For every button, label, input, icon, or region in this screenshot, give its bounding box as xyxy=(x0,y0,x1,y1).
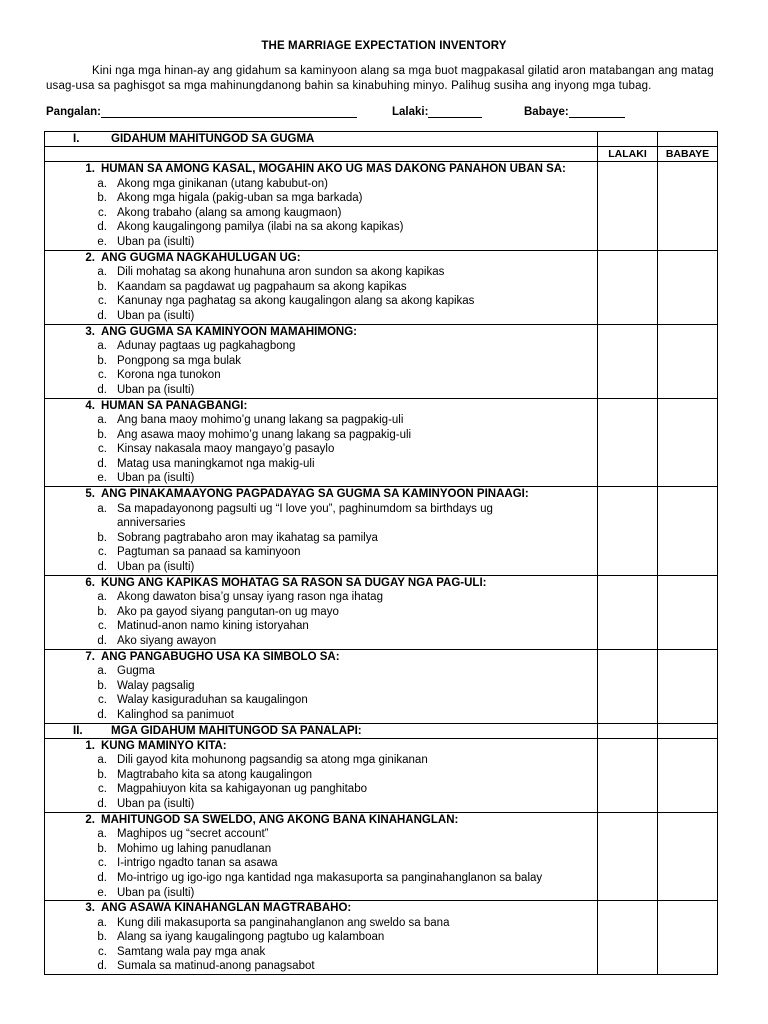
pangalan-label: Pangalan: xyxy=(46,106,101,118)
option-item xyxy=(45,368,597,383)
intro-paragraph: Kini nga mga hinan-ay ang gidahum sa kaminyoon alang sa mga buot magpakasal gilatid aron matabangan ang matag usag-usa sa paghisgot sa mga mahinungdanong bahin sa kinabuhing minyo. Palihug susiha ang inyong mga tubag. xyxy=(46,65,714,92)
option-item xyxy=(45,560,597,575)
lalaki-answer-cell[interactable] xyxy=(598,398,658,487)
option-letter-spacer xyxy=(45,516,107,531)
option-text: Sumala sa matinud-anong panagsabot xyxy=(117,960,315,973)
header-blank-cell xyxy=(598,723,658,738)
option-item xyxy=(45,664,597,679)
option-text: Walay kasiguraduhan sa kaugalingon xyxy=(117,694,308,707)
babaye-answer-cell[interactable] xyxy=(658,575,718,649)
document-title: THE MARRIAGE EXPECTATION INVENTORY xyxy=(261,40,507,52)
option-text: Ako pa gayod siyang pangutan-on ug mayo xyxy=(117,605,339,618)
question-text: ANG ASAWA KINAHANGLAN MAGTRABAHO: xyxy=(101,902,352,915)
option-item xyxy=(45,871,597,886)
question-number: 3. xyxy=(85,325,95,338)
babaye-answer-cell[interactable] xyxy=(658,250,718,324)
section-roman: I. xyxy=(73,133,80,145)
lalaki-answer-cell[interactable] xyxy=(598,812,658,901)
question-row xyxy=(45,162,718,251)
option-item xyxy=(45,590,597,605)
question-cell xyxy=(45,901,598,975)
question-cell xyxy=(45,812,598,901)
option-text: Akong mga ginikanan (utang kabubut-on) xyxy=(117,177,328,190)
option-text: Walay pagsalig xyxy=(117,679,195,692)
option-item xyxy=(45,545,597,560)
option-text: Mohimo ug lahing panudlanan xyxy=(117,842,272,855)
option-item xyxy=(45,531,597,546)
option-letter: a. xyxy=(97,828,107,841)
question-cell xyxy=(45,162,598,251)
lalaki-answer-cell[interactable] xyxy=(598,901,658,975)
option-text: I-intrigo ngadto tanan sa asawa xyxy=(117,857,278,870)
option-text: Dili mohatag sa akong hunahuna aron sundon sa akong kapikas xyxy=(117,266,445,279)
option-letter: e. xyxy=(97,472,107,485)
option-item xyxy=(45,708,597,723)
option-text: Uban pa (isulti) xyxy=(117,383,195,396)
option-letter: a. xyxy=(97,266,107,279)
option-letter: c. xyxy=(98,620,107,633)
option-letter: a. xyxy=(97,754,107,767)
question-text: HUMAN SA AMONG KASAL, MOGAHIN AKO UG MAS DAKONG PANAHON UBAN SA: xyxy=(101,163,566,175)
name-row xyxy=(46,106,746,124)
option-text: Magpahiuyon kita sa kahigayonan ug panghitabo xyxy=(117,783,367,796)
lalaki-answer-cell[interactable] xyxy=(598,324,658,398)
inventory-table xyxy=(44,131,718,975)
lalaki-answer-cell[interactable] xyxy=(598,575,658,649)
question-text: KUNG ANG KAPIKAS MOHATAG SA RASON SA DUGAY NGA PAG-ULI: xyxy=(101,576,487,589)
option-text: Kanunay nga paghatag sa akong kaugalingon alang sa akong kapikas xyxy=(117,295,475,308)
option-letter: d. xyxy=(97,309,107,322)
option-item xyxy=(45,782,597,797)
option-text: Akong trabaho (alang sa among kaugmaon) xyxy=(117,206,342,219)
option-text: Sobrang pagtrabaho aron may ikahatag sa pamilya xyxy=(117,531,378,544)
column-header-lalaki: LALAKI xyxy=(598,147,658,162)
question-cell xyxy=(45,398,598,487)
question-number: 2. xyxy=(85,251,95,264)
option-letter: c. xyxy=(98,783,107,796)
option-letter: d. xyxy=(97,383,107,396)
option-item xyxy=(45,442,597,457)
option-letter: a. xyxy=(97,916,107,929)
question-row xyxy=(45,250,718,324)
option-letter: c. xyxy=(98,694,107,707)
question-text: HUMAN SA PANAGBANGI: xyxy=(101,399,248,412)
option-item xyxy=(45,930,597,945)
option-item xyxy=(45,339,597,354)
option-item xyxy=(45,235,597,250)
option-item xyxy=(45,605,597,620)
lalaki-answer-cell[interactable] xyxy=(598,162,658,251)
option-item xyxy=(45,413,597,428)
option-letter: a. xyxy=(97,591,107,604)
option-text: Matinud-anon namo kining istoryahan xyxy=(117,620,309,633)
option-item xyxy=(45,634,597,649)
option-letter: d. xyxy=(97,708,107,721)
pangalan-blank[interactable] xyxy=(101,106,357,118)
option-letter: d. xyxy=(97,871,107,884)
babaye-answer-cell[interactable] xyxy=(658,487,718,576)
option-item xyxy=(45,619,597,634)
question-text: ANG GUGMA NAGKAHULUGAN UG: xyxy=(101,251,301,264)
question-text: MAHITUNGOD SA SWELDO, ANG AKONG BANA KINAHANGLAN: xyxy=(101,813,459,826)
babaye-answer-cell[interactable] xyxy=(658,324,718,398)
question-line xyxy=(45,487,597,502)
question-cell xyxy=(45,649,598,723)
lalaki-field[interactable] xyxy=(392,106,428,118)
question-cell xyxy=(45,487,598,576)
option-letter: b. xyxy=(97,531,107,544)
option-letter: e. xyxy=(97,235,107,248)
option-letter: d. xyxy=(97,561,107,574)
option-text: Maghipos ug “secret account” xyxy=(117,828,269,841)
section-header-row xyxy=(45,132,718,147)
option-text: Matag usa maningkamot nga makig-uli xyxy=(117,457,315,470)
babaye-blank[interactable] xyxy=(569,106,625,118)
option-item xyxy=(45,886,597,901)
question-text: ANG GUGMA SA KAMINYOON MAMAHIMONG: xyxy=(101,325,357,338)
option-text: Uban pa (isulti) xyxy=(117,561,195,574)
question-number: 5. xyxy=(85,488,95,501)
babaye-answer-cell[interactable] xyxy=(658,901,718,975)
question-row xyxy=(45,398,718,487)
question-number: 4. xyxy=(85,399,95,412)
option-item xyxy=(45,797,597,812)
option-item xyxy=(45,945,597,960)
question-text: ANG PINAKAMAAYONG PAGPADAYAG SA GUGMA SA KAMINYOON PINAAGI: xyxy=(101,488,529,501)
babaye-answer-cell[interactable] xyxy=(658,738,718,812)
option-letter: b. xyxy=(97,428,107,441)
option-item xyxy=(45,959,597,974)
option-text: Pongpong sa mga bulak xyxy=(117,354,242,367)
lalaki-answer-cell[interactable] xyxy=(598,250,658,324)
header-blank-cell xyxy=(658,723,718,738)
section-header-row xyxy=(45,723,718,738)
option-item xyxy=(45,309,597,324)
option-text: Uban pa (isulti) xyxy=(117,472,195,485)
option-item xyxy=(45,856,597,871)
option-item xyxy=(45,827,597,842)
option-item xyxy=(45,457,597,472)
option-text: Samtang wala pay mga anak xyxy=(117,945,266,958)
lalaki-answer-cell[interactable] xyxy=(598,649,658,723)
question-row xyxy=(45,812,718,901)
option-item xyxy=(45,383,597,398)
option-text: Akong kaugalingong pamilya (ilabi na sa akong kapikas) xyxy=(117,221,404,234)
question-row xyxy=(45,649,718,723)
question-line xyxy=(45,739,597,754)
question-row xyxy=(45,901,718,975)
question-cell xyxy=(45,575,598,649)
option-item xyxy=(45,191,597,206)
question-number: 6. xyxy=(85,576,95,589)
question-number: 7. xyxy=(85,650,95,663)
option-item xyxy=(45,768,597,783)
pangalan-field[interactable] xyxy=(46,106,101,118)
option-text: Uban pa (isulti) xyxy=(117,797,195,810)
column-header-babaye: BABAYE xyxy=(658,147,718,162)
option-letter: e. xyxy=(97,886,107,899)
option-text: Korona nga tunokon xyxy=(117,369,221,382)
babaye-answer-cell[interactable] xyxy=(658,812,718,901)
option-text: Mo-intrigo ug igo-igo nga kantidad nga makasuporta sa panginahanglanon sa balay xyxy=(117,871,543,884)
lalaki-answer-cell[interactable] xyxy=(598,487,658,576)
question-row xyxy=(45,575,718,649)
option-letter: a. xyxy=(97,502,107,515)
question-row xyxy=(45,487,718,576)
lalaki-answer-cell[interactable] xyxy=(598,738,658,812)
question-cell xyxy=(45,738,598,812)
question-line xyxy=(45,813,597,828)
question-row xyxy=(45,324,718,398)
option-text: Pagtuman sa panaad sa kaminyoon xyxy=(117,546,301,559)
question-line xyxy=(45,325,597,340)
question-cell xyxy=(45,324,598,398)
question-text: ANG PANGABUGHO USA KA SIMBOLO SA: xyxy=(101,650,340,663)
option-letter: b. xyxy=(97,192,107,205)
section-title: MGA GIDAHUM MAHITUNGOD SA PANALAPI: xyxy=(111,724,362,737)
question-line xyxy=(45,650,597,665)
option-item xyxy=(45,280,597,295)
option-letter: d. xyxy=(97,797,107,810)
option-letter: d. xyxy=(97,635,107,647)
header-blank-cell xyxy=(658,132,718,147)
option-item xyxy=(45,502,597,517)
question-number: 2. xyxy=(85,813,95,826)
section-title: GIDAHUM MAHITUNGOD SA GUGMA xyxy=(111,133,315,145)
question-row xyxy=(45,738,718,812)
option-letter: b. xyxy=(97,354,107,367)
question-number: 1. xyxy=(85,163,95,175)
option-item xyxy=(45,294,597,309)
question-line xyxy=(45,901,597,916)
section-header xyxy=(45,132,598,147)
option-text: Sa mapadayonong pagsulti ug “I love you”, paghinumdom sa birthdays ug xyxy=(117,502,493,515)
option-item xyxy=(45,265,597,280)
option-text: Ang asawa maoy mohimo’g unang lakang sa pagpakig-uli xyxy=(117,428,412,441)
babaye-answer-cell[interactable] xyxy=(658,162,718,251)
option-text: Dili gayod kita mohunong pagsandig sa atong mga ginikanan xyxy=(117,754,428,767)
option-letter: c. xyxy=(98,206,107,219)
option-text: Kalinghod sa panimuot xyxy=(117,708,234,721)
option-text: Gugma xyxy=(117,665,155,678)
option-letter: d. xyxy=(97,457,107,470)
option-letter: b. xyxy=(97,842,107,855)
option-text: Magtrabaho kita sa atong kaugalingon xyxy=(117,768,313,781)
question-line xyxy=(45,576,597,591)
option-text: Ako siyang awayon xyxy=(117,635,217,647)
option-text: Uban pa (isulti) xyxy=(117,886,195,899)
option-text: Ang bana maoy mohimo’g unang lakang sa pagpakig-uli xyxy=(117,414,404,427)
option-text: Uban pa (isulti) xyxy=(117,309,195,322)
option-letter: c. xyxy=(98,369,107,382)
option-item xyxy=(45,753,597,768)
option-letter: b. xyxy=(97,605,107,618)
babaye-label: Babaye: xyxy=(524,106,569,118)
option-text: Uban pa (isulti) xyxy=(117,235,195,248)
option-letter: d. xyxy=(97,221,107,234)
option-item xyxy=(45,354,597,369)
option-letter: b. xyxy=(97,931,107,944)
option-text: Akong dawaton bisa’g unsay iyang rason nga ihatag xyxy=(117,591,383,604)
column-header-blank xyxy=(45,147,598,162)
babaye-answer-cell[interactable] xyxy=(658,398,718,487)
header-blank-cell xyxy=(598,132,658,147)
option-letter: c. xyxy=(98,857,107,870)
option-item xyxy=(45,693,597,708)
option-text: Adunay pagtaas ug pagkahagbong xyxy=(117,340,296,353)
question-line xyxy=(45,251,597,266)
option-letter: c. xyxy=(98,945,107,958)
option-text: Kung dili makasuporta sa panginahanglanon ang sweldo sa bana xyxy=(117,916,450,929)
babaye-answer-cell[interactable] xyxy=(658,649,718,723)
section-header xyxy=(45,723,598,738)
option-text: Akong mga higala (pakig-uban sa mga barkada) xyxy=(117,192,363,205)
option-letter: c. xyxy=(98,546,107,559)
option-item xyxy=(45,428,597,443)
lalaki-blank[interactable] xyxy=(428,106,482,118)
option-text-continued: anniversaries xyxy=(117,517,186,530)
option-item xyxy=(45,471,597,486)
option-text: Kinsay nakasala maoy mangayo’g pasaylo xyxy=(117,443,335,456)
option-letter: b. xyxy=(97,768,107,781)
option-item xyxy=(45,177,597,192)
section-roman: II. xyxy=(73,724,83,737)
question-line xyxy=(45,162,597,177)
question-text: KUNG MAMINYO KITA: xyxy=(101,739,227,752)
option-letter: b. xyxy=(97,679,107,692)
option-letter: c. xyxy=(98,443,107,456)
option-letter: a. xyxy=(97,665,107,678)
babaye-field[interactable] xyxy=(524,106,569,118)
question-cell xyxy=(45,250,598,324)
option-letter: d. xyxy=(97,960,107,973)
option-item xyxy=(45,220,597,235)
option-letter: b. xyxy=(97,280,107,293)
option-item xyxy=(45,679,597,694)
lalaki-label: Lalaki: xyxy=(392,106,429,118)
option-letter: a. xyxy=(97,414,107,427)
option-letter: a. xyxy=(97,177,107,190)
column-header-row xyxy=(45,147,718,162)
option-item xyxy=(45,206,597,221)
option-item xyxy=(45,916,597,931)
option-letter: a. xyxy=(97,340,107,353)
question-number: 3. xyxy=(85,902,95,915)
question-number: 1. xyxy=(85,739,95,752)
option-text: Alang sa iyang kaugalingong pagtubo ug kalamboan xyxy=(117,931,385,944)
question-line xyxy=(45,399,597,414)
option-item xyxy=(45,842,597,857)
option-letter: c. xyxy=(98,295,107,308)
option-text: Kaandam sa pagdawat ug pagpahaum sa akong kapikas xyxy=(117,280,407,293)
option-continuation xyxy=(45,516,597,531)
